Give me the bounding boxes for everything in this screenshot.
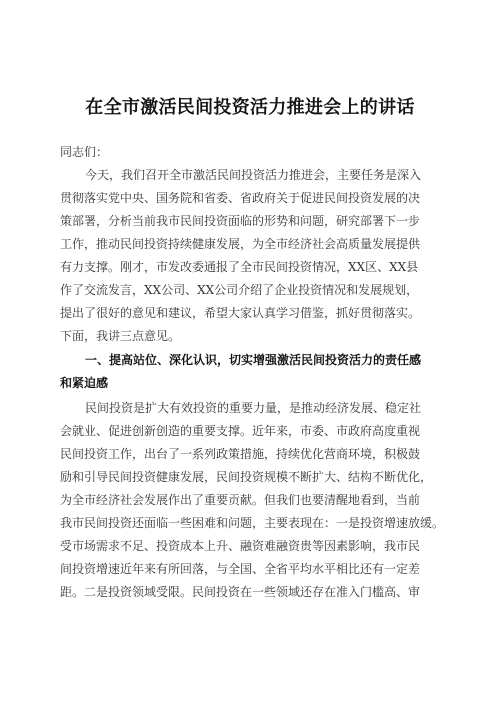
paragraph-line: 我市民间投资还面临一些困难和问题，主要表现在：一是投资增速放缓。 [60,516,445,530]
paragraph-line: 作了交流发言，XX公司、XX公司介绍了企业投资情况和发展规划， [60,283,419,297]
paragraph-line: 间投资增速近年来有所回落，与全国、全省平均水平相比还有一定差 [60,562,421,576]
paragraph-line: 策部署，分析当前我市民间投资面临的形势和问题，研究部署下一步 [60,214,421,228]
section-heading: 一、提高站位、深化认识，切实增强激活民间投资活力的责任感 [85,353,422,367]
paragraph-line: 有力支撑。刚才，市发改委通报了全市民间投资情况，XX区、XX县 [60,260,419,274]
paragraph-line: 会就业、促进创新创造的重要支撑。近年来，市委、市政府高度重视 [60,424,421,438]
salutation: 同志们： [60,145,109,159]
paragraph-line: 距。二是投资领域受限。民间投资在一些领域还存在准入门槛高、审 [60,585,421,599]
paragraph-line: 今天，我们召开全市激活民间投资活力推进会，主要任务是深入 [85,168,422,182]
paragraph-line: 提出了很好的意见和建议，希望大家认真学习借鉴，抓好贯彻落实。 [60,306,421,320]
paragraph-line: 民间投资是扩大有效投资的重要力量，是推动经济发展、稳定社 [85,401,422,415]
paragraph-line: 贯彻落实党中央、国务院和省委、省政府关于促进民间投资发展的决 [60,191,421,205]
paragraph-line: 工作，推动民间投资持续健康发展，为全市经济社会高质量发展提供 [60,237,421,251]
paragraph-line: 下面，我讲三点意见。 [60,329,181,343]
paragraph-line: 受市场需求不足、投资成本上升、融资难融资贵等因素影响，我市民 [60,539,421,553]
document-title: 在全市激活民间投资活力推进会上的讲话 [85,97,415,118]
paragraph-line: 为全市经济社会发展作出了重要贡献。但我们也要清醒地看到，当前 [60,493,421,507]
section-heading-continued: 和紧迫感 [60,376,109,390]
paragraph-line: 民间投资工作，出台了一系列政策措施，持续优化营商环境，积极鼓 [60,447,421,461]
paragraph-line: 励和引导民间投资健康发展，民间投资规模不断扩大、结构不断优化， [60,470,433,484]
